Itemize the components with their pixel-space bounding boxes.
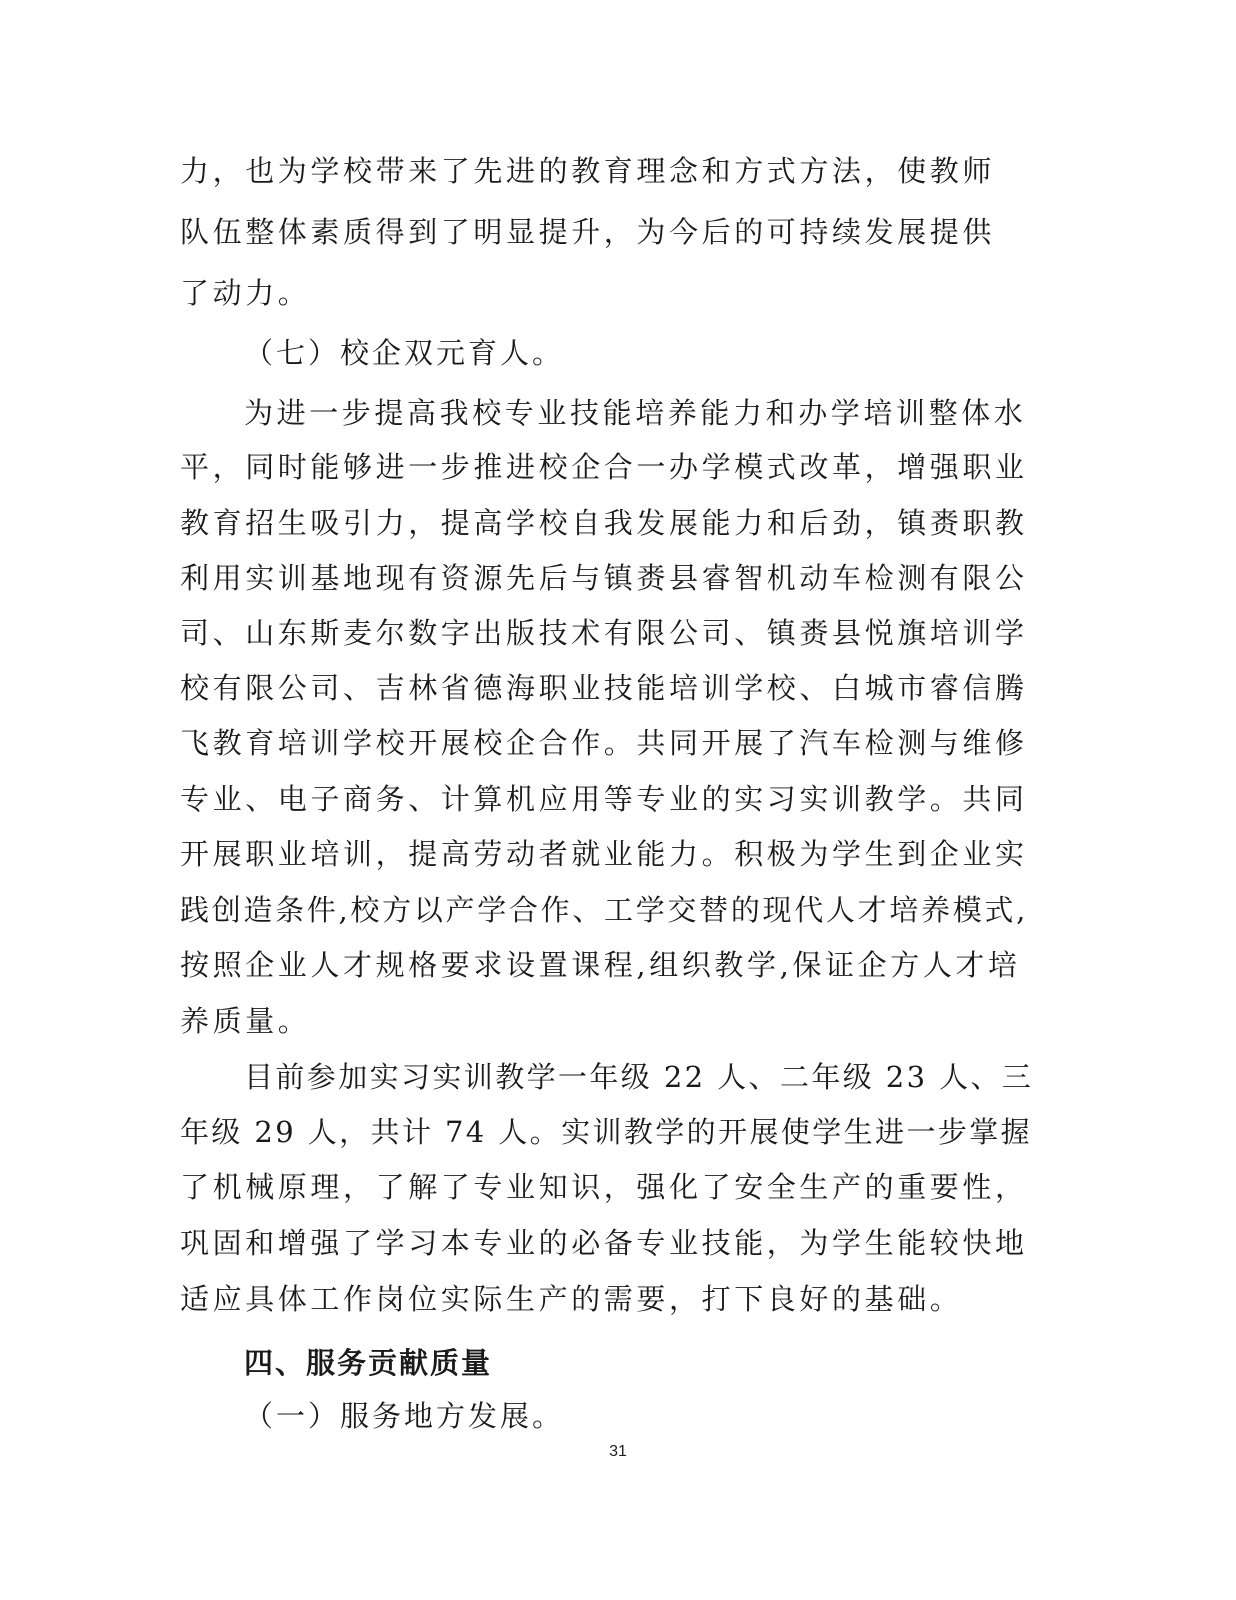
page-number: 31 xyxy=(609,1443,627,1460)
paragraph-line: 司、山东斯麦尔数字出版技术有限公司、镇赉县悦旗培训学 xyxy=(180,616,1028,650)
paragraph-line: 校有限公司、吉林省德海职业技能培训学校、白城市睿信腾 xyxy=(180,671,1028,705)
paragraph-line: 力，也为学校带来了先进的教育理念和方式方法，使教师 xyxy=(180,154,996,188)
paragraph-line: 养质量。 xyxy=(180,1004,311,1038)
paragraph-line: 目前参加实习实训教学一年级 22 人、二年级 23 人、三 xyxy=(244,1060,1034,1094)
paragraph-line: 了动力。 xyxy=(180,276,311,310)
paragraph-line: 开展职业培训，提高劳动者就业能力。积极为学生到企业实 xyxy=(180,837,1028,871)
paragraph-line: 平，同时能够进一步推进校企合一办学模式改革，增强职业 xyxy=(180,450,1028,484)
paragraph-line: 了机械原理，了解了专业知识，强化了安全生产的重要性， xyxy=(180,1170,1028,1204)
paragraph-line: 按照企业人才规格要求设置课程,组织教学,保证企方人才培 xyxy=(180,948,1021,982)
paragraph-line: 年级 29 人，共计 74 人。实训教学的开展使学生进一步掌握 xyxy=(180,1115,1033,1149)
chapter-heading-4: 四、服务贡献质量 xyxy=(244,1346,493,1380)
paragraph-line: 利用实训基地现有资源先后与镇赉县睿智机动车检测有限公 xyxy=(180,561,1028,595)
paragraph-line: 教育招生吸引力，提高学校自我发展能力和后劲，镇赉职教 xyxy=(180,506,1028,540)
paragraph-line: 巩固和增强了学习本专业的必备专业技能，为学生能较快地 xyxy=(180,1226,1028,1260)
paragraph-line: 队伍整体素质得到了明显提升，为今后的可持续发展提供 xyxy=(180,215,996,249)
paragraph-line: 飞教育培训学校开展校企合作。共同开展了汽车检测与维修 xyxy=(180,726,1028,760)
paragraph-line: 专业、电子商务、计算机应用等专业的实习实训教学。共同 xyxy=(180,782,1028,816)
section-heading-1: （一）服务地方发展。 xyxy=(244,1399,565,1433)
section-heading-7: （七）校企双元育人。 xyxy=(244,336,565,370)
paragraph-line: 适应具体工作岗位实际生产的需要，打下良好的基础。 xyxy=(180,1282,963,1316)
paragraph-line: 践创造条件,校方以产学合作、工学交替的现代人才培养模式, xyxy=(180,893,1029,927)
paragraph-line: 为进一步提高我校专业技能培养能力和办学培训整体水 xyxy=(244,396,1027,430)
